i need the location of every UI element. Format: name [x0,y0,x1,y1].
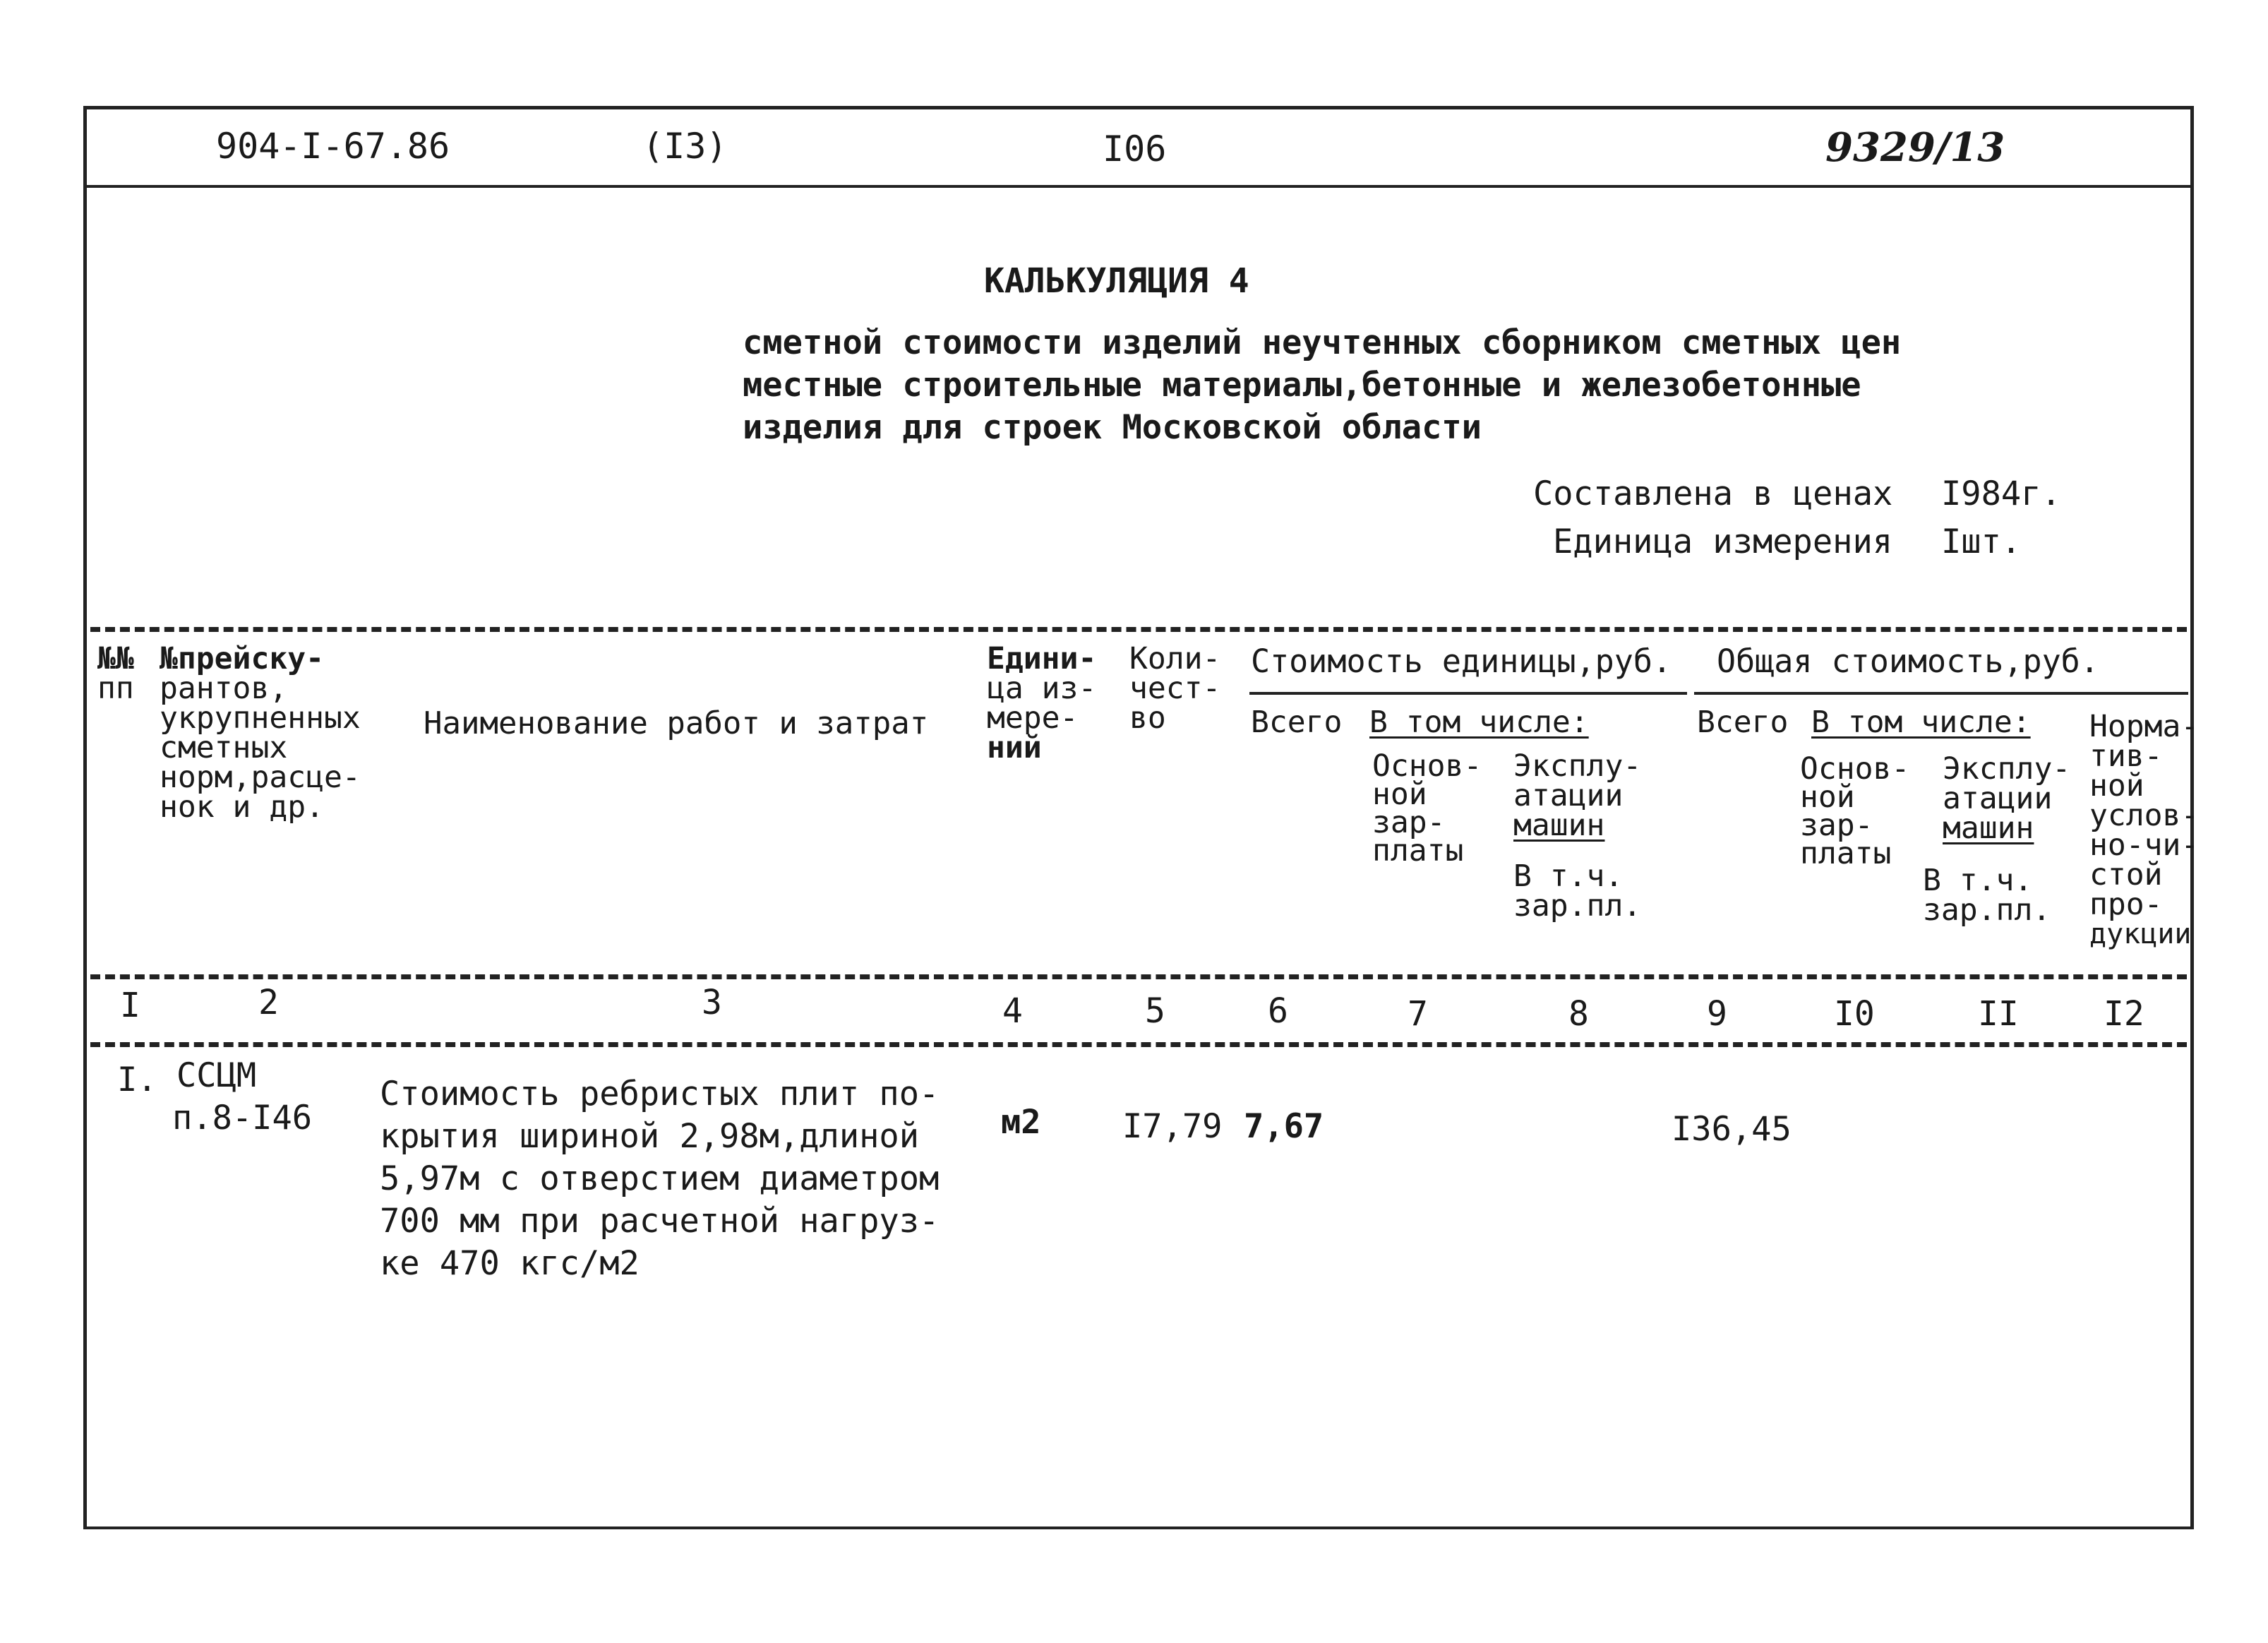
unit-label: Единица измерения [1553,522,1893,561]
document-title: КАЛЬКУЛЯЦИЯ 4 [984,261,1249,301]
header-normative-5: но-чи- [2089,828,2200,863]
column-number: 3 [702,983,722,1022]
column-number: II [1978,994,2019,1034]
header-total-base-wage-4: платы [1800,836,1892,871]
header-col4-line2: ца из- [987,671,1097,706]
header-total-machines-3: машин [1943,811,2034,846]
row-name-line4: 700 мм при расчетной нагруз- [380,1202,940,1241]
header-normative-3: ной [2089,768,2144,803]
header-total-machines-1: Эксплу- [1943,751,2071,787]
header-normative-4: услов- [2089,798,2200,833]
header-normative-6: стой [2089,857,2163,892]
row-ref-line1: ССЦМ [176,1056,257,1095]
header-unit-machines-wage-2: зар.пл. [1513,888,1642,924]
header-col2-line2: рантов, [160,671,288,706]
header-col5-line1: Коли- [1129,641,1221,676]
header-col4-line3: мере- [987,700,1079,736]
header-total-base-wage-1: Основ- [1800,751,1910,787]
row-ref-line2: п.8-I46 [172,1099,313,1137]
header-unit-machines-1: Эксплу- [1513,748,1642,784]
header-bottom-rule [90,974,2187,979]
header-rule [83,185,2194,188]
sheet-number: 9329/13 [1825,124,2005,171]
header-unit-total: Всего [1251,705,1343,740]
page-frame [83,106,2194,1529]
header-col1-line1: №№ [97,641,134,676]
header-unit-machines-3: машин [1513,808,1605,843]
header-col2-line1: №прейску- [160,641,324,676]
column-number: I [120,986,140,1025]
column-number: 4 [1002,991,1023,1031]
row-name-line2: крытия шириной 2,98м,длиной [380,1117,920,1156]
row-name-line5: ке 470 кгс/м2 [380,1244,640,1283]
header-total-incl: В том числе: [1811,705,2031,740]
header-unit-base-wage-1: Основ- [1372,748,1482,784]
header-col3: Наименование работ и затрат [424,705,929,741]
column-number: 6 [1268,991,1288,1031]
header-total-cost-group: Общая стоимость,руб. [1717,643,2099,680]
header-col5-line2: чест- [1129,671,1221,706]
row-unit: м2 [1001,1103,1041,1142]
project-code: 904-I-67.86 [216,126,450,167]
header-col5-line3: во [1129,700,1166,736]
column-number: 7 [1408,994,1428,1034]
header-unit-incl: В том числе: [1369,705,1589,740]
header-col2-line3: укрупненных [160,700,361,736]
column-number: I0 [1834,994,1875,1034]
header-normative-1: Норма- [2089,709,2200,744]
header-col4-line1: Едини- [987,641,1097,676]
header-unit-machines-wage-1: В т.ч. [1513,859,1624,894]
header-normative-7: про- [2089,887,2163,922]
header-col2-line4: сметных [160,730,288,765]
header-unit-base-wage-4: платы [1372,833,1464,868]
row-name-line3: 5,97м с отверстием диаметром [380,1159,940,1198]
subtitle-line-2: местные строительные материалы,бетонные и железобетонные [743,366,1861,405]
header-total-machines-2: атации [1943,781,2053,816]
unit-value: Iшт. [1941,522,2022,561]
row-number: I. [117,1061,157,1099]
header-col2-line6: нок и др. [160,789,324,825]
header-unit-cost-group: Стоимость единицы,руб. [1251,643,1672,680]
row-name-line1: Стоимость ребристых плит по- [380,1075,940,1113]
numbers-bottom-rule [90,1042,2187,1047]
row-quantity: I7,79 [1122,1107,1223,1146]
subtitle-line-3: изделия для строек Московской области [743,408,1482,447]
header-total-total: Всего [1697,705,1789,740]
group-rule-total-cost [1694,692,2188,695]
prices-label: Составлена в ценах [1533,474,1893,513]
header-col2-line5: норм,расце- [160,760,361,795]
header-total-machines-wage-1: В т.ч. [1923,863,2033,898]
header-total-machines-wage-2: зар.пл. [1923,892,2051,928]
prices-year: I984г. [1941,474,2061,513]
header-col4-line4: ний [987,730,1042,765]
subtitle-line-1: сметной стоимости изделий неучтенных сборником сметных цен [743,323,1902,362]
row-total: I36,45 [1672,1110,1792,1149]
header-normative-2: тив- [2089,739,2163,774]
header-normative-8: дукции [2089,918,2192,950]
column-number: 5 [1145,991,1165,1031]
header-unit-machines-2: атации [1513,778,1624,813]
column-number: I2 [2104,994,2144,1034]
column-number: 2 [258,983,279,1022]
header-total-base-wage-2: ной [1800,779,1855,815]
album-number: (I3) [642,126,728,167]
header-total-base-wage-3: зар- [1800,808,1873,843]
column-number: 8 [1568,994,1589,1034]
row-unit-total: 7,67 [1244,1107,1324,1146]
table-top-rule [90,627,2187,632]
column-number: 9 [1707,994,1727,1034]
header-unit-base-wage-3: зар- [1372,805,1446,840]
page-number: I06 [1103,129,1167,169]
group-rule-unit-cost [1249,692,1687,695]
header-col1-line2: пп [97,671,134,706]
header-unit-base-wage-2: ной [1372,777,1427,812]
